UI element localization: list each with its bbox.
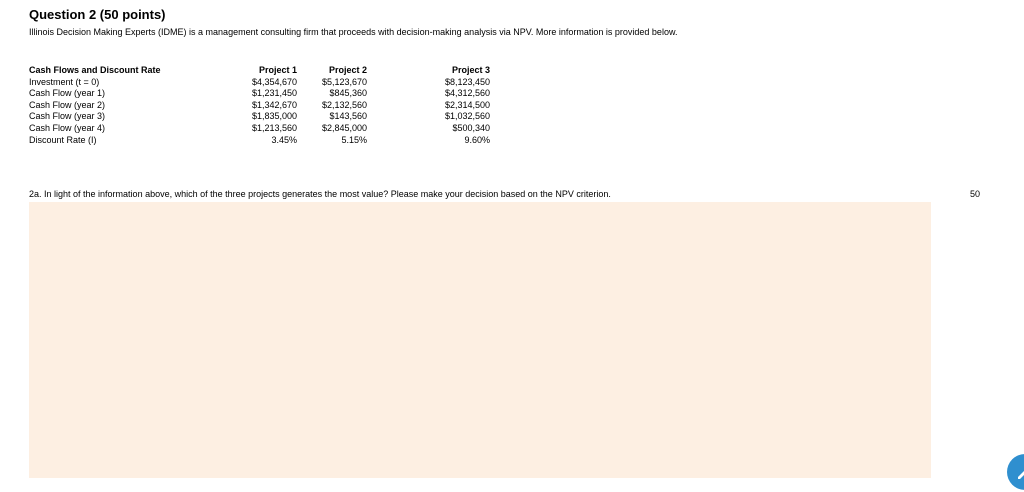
cell-project-1: $4,354,670 [251, 76, 297, 87]
cell-project-3: $8,123,450 [444, 76, 490, 87]
table-row [29, 88, 490, 100]
cell-project-2: $143,560 [329, 111, 367, 122]
cell-project-1: $1,342,670 [251, 99, 297, 110]
subquestion-text: 2a. In light of the information above, which of the three projects generates the most value? Please make your decision based on the NPV criterion. [29, 189, 611, 199]
row-label: Cash Flow (year 3) [29, 111, 106, 122]
table-row [29, 123, 490, 135]
table-row [29, 135, 490, 147]
cell-project-2: $5,123,670 [321, 76, 367, 87]
cell-project-1: $1,231,450 [251, 88, 297, 99]
cell-project-1: $1,835,000 [251, 111, 297, 122]
question-description: Illinois Decision Making Experts (IDME) is a management consulting firm that proceeds with decision-making analysis via NPV. More information is provided below. [29, 27, 678, 37]
cell-project-3: $500,340 [452, 122, 490, 133]
cell-project-1: 3.45% [271, 134, 297, 145]
table-row [29, 100, 490, 112]
table-row [29, 77, 490, 89]
table-row [29, 111, 490, 123]
question-title: Question 2 (50 points) [29, 7, 166, 22]
row-label: Discount Rate (I) [29, 134, 97, 145]
row-label: Cash Flow (year 2) [29, 99, 106, 110]
cell-project-3: $4,312,560 [444, 88, 490, 99]
edit-button[interactable] [1007, 454, 1024, 490]
header-label: Cash Flows and Discount Rate [29, 65, 161, 75]
cell-project-3: $2,314,500 [444, 99, 490, 110]
cell-project-2: 5.15% [341, 134, 367, 145]
cell-project-1: $1,213,560 [251, 122, 297, 133]
answer-input[interactable] [29, 202, 931, 478]
cell-project-2: $2,845,000 [321, 122, 367, 133]
header-project-3: Project 3 [451, 65, 490, 75]
pen-icon [1015, 462, 1024, 482]
table-header-row [29, 65, 490, 77]
header-project-1: Project 1 [258, 65, 297, 75]
cell-project-2: $845,360 [329, 88, 367, 99]
cell-project-3: 9.60% [464, 134, 490, 145]
row-label: Cash Flow (year 1) [29, 88, 106, 99]
row-label: Cash Flow (year 4) [29, 122, 106, 133]
cell-project-3: $1,032,560 [444, 111, 490, 122]
header-project-2: Project 2 [328, 65, 367, 75]
cell-project-2: $2,132,560 [321, 99, 367, 110]
cash-flow-table [29, 65, 490, 146]
points-value: 50 [970, 189, 981, 199]
row-label: Investment (t = 0) [29, 76, 100, 87]
